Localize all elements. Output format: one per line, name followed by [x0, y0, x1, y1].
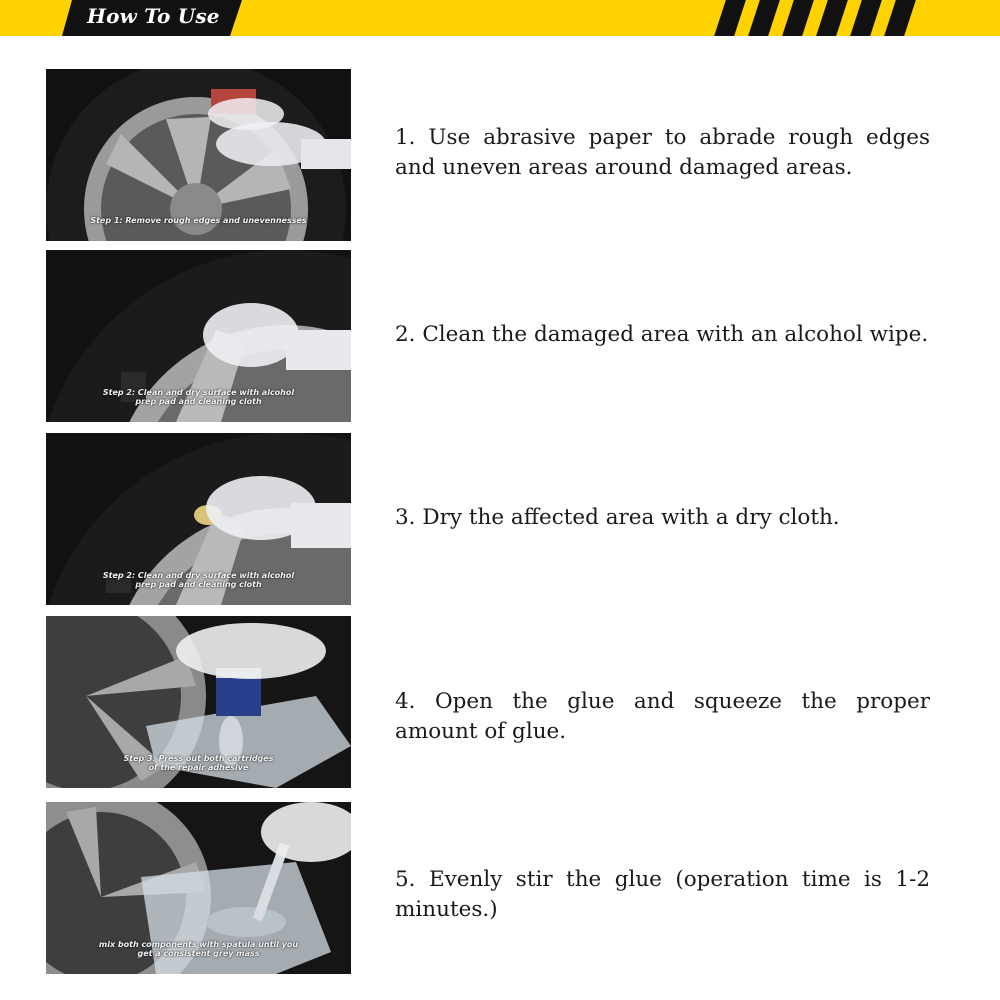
step-2-text: 2. Clean the damaged area with an alcohol wipe. — [395, 322, 929, 347]
step-3-photo — [46, 433, 351, 605]
banner-stripe — [816, 0, 848, 36]
step-3-text: 3. Dry the affected area with a dry cloth. — [395, 505, 840, 530]
step-2-photo — [46, 250, 351, 422]
step-5-text: 5. Evenly stir the glue (operation time is 1-2 minutes.) — [395, 867, 930, 922]
banner-stripe — [884, 0, 916, 36]
step-1-photo — [46, 69, 351, 241]
step-1-text: 1. Use abrasive paper to abrade rough edges and uneven areas around damaged areas. — [395, 125, 930, 180]
step-5-caption: mix both components with spatula until you get a consistent grey mass — [98, 940, 299, 958]
step-2-caption: Step 2: Clean and dry surface with alcohol prep pad and cleaning cloth — [102, 388, 295, 406]
step-4-text: 4. Open the glue and squeeze the proper amount of glue. — [395, 689, 930, 744]
page-title: How To Use — [87, 4, 220, 28]
banner-stripe — [782, 0, 814, 36]
banner-stripe — [748, 0, 780, 36]
step-1-caption: Step 1: Remove rough edges and unevennesses — [90, 216, 307, 225]
step-4-photo — [46, 616, 351, 788]
step-5-photo — [46, 802, 351, 974]
header-banner — [0, 0, 1000, 36]
banner-stripe — [850, 0, 882, 36]
step-3-caption: Step 2: Clean and dry surface with alcohol prep pad and cleaning cloth — [102, 571, 295, 589]
step-4-caption: Step 3: Press out both cartridges of the repair adhesive — [123, 754, 274, 772]
banner-stripe — [714, 0, 746, 36]
